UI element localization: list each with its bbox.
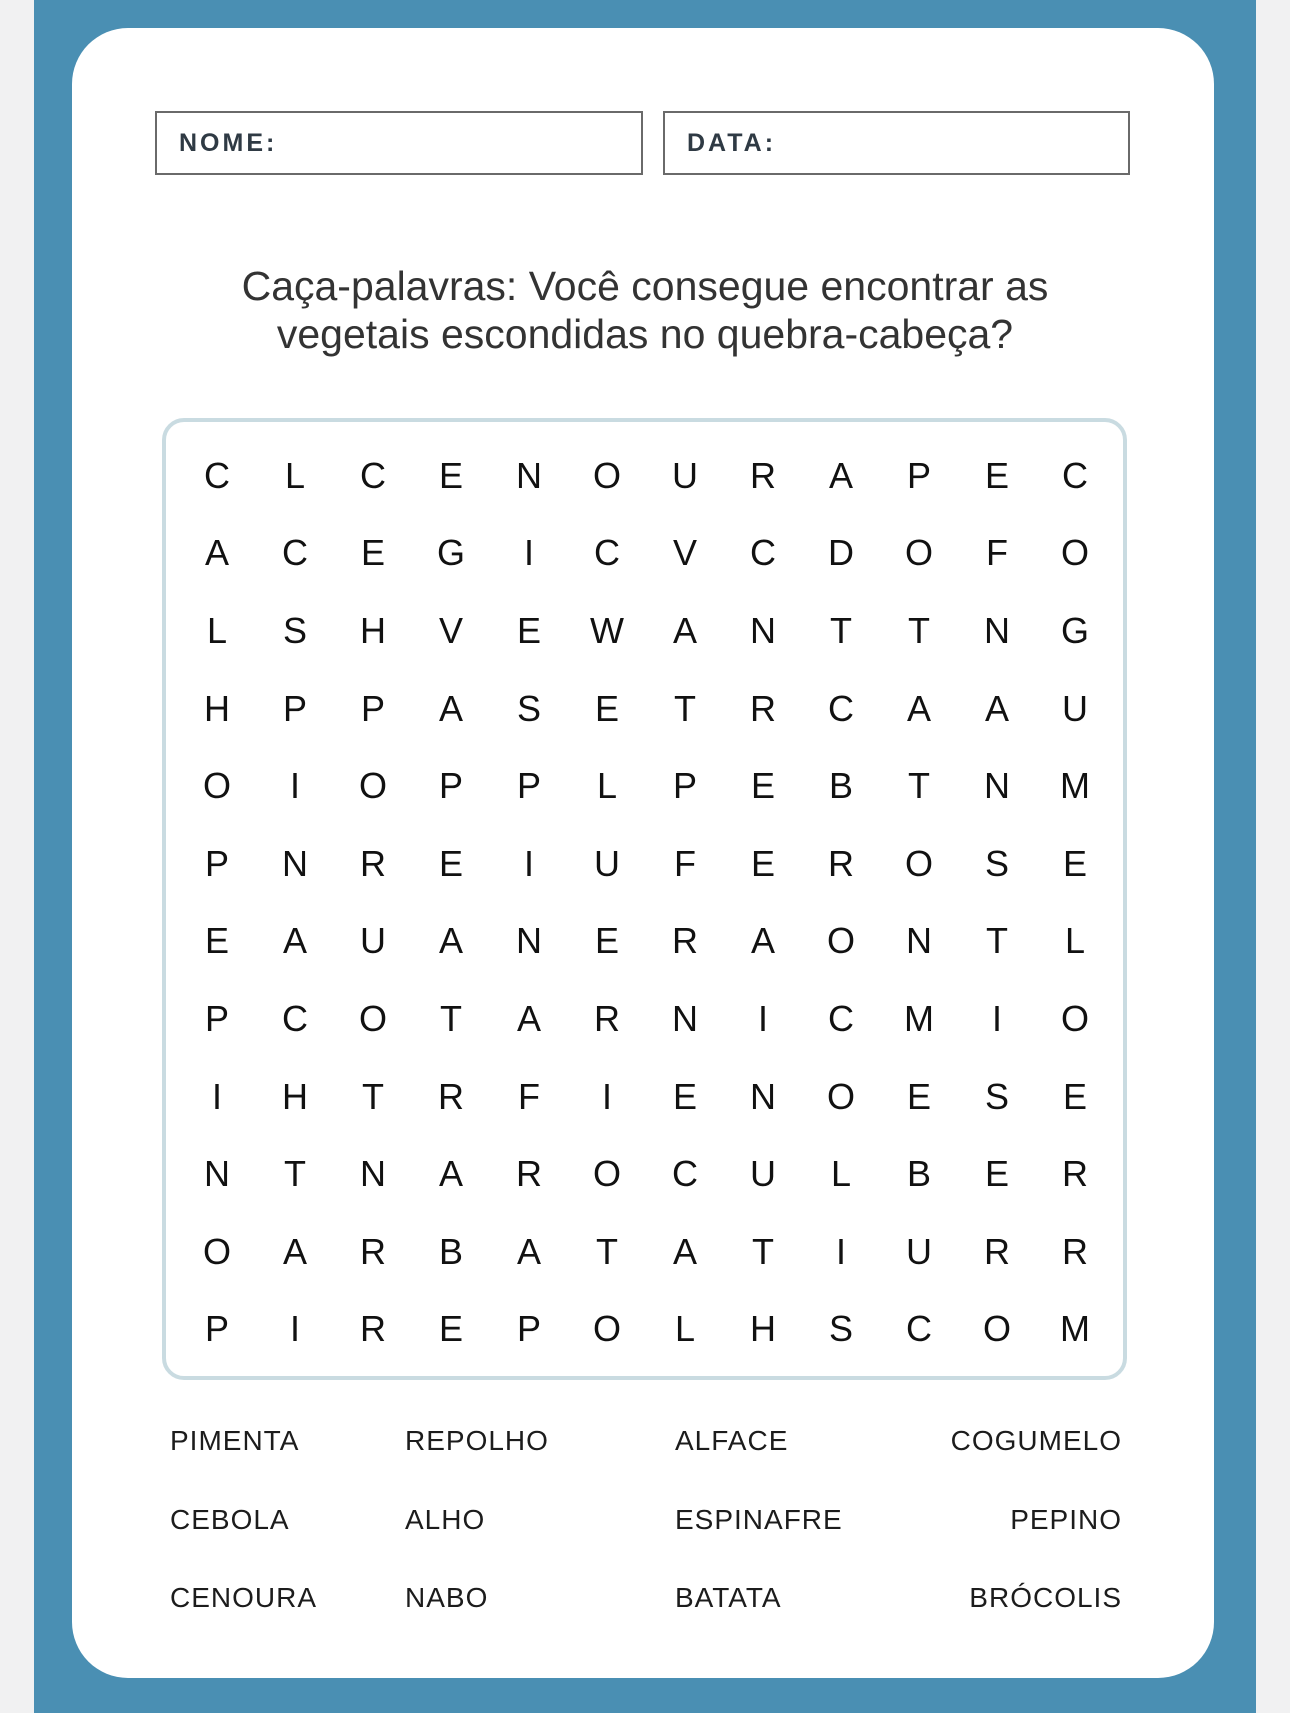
grid-letter[interactable]: N: [516, 920, 542, 962]
instructions-line-2: vegetais escondidas no quebra-cabeça?: [276, 311, 1014, 357]
grid-letter[interactable]: E: [438, 1308, 463, 1350]
grid-letter[interactable]: U: [1062, 687, 1088, 729]
grid-letter[interactable]: T: [830, 609, 852, 651]
grid-letter[interactable]: O: [1060, 532, 1089, 574]
grid-letter[interactable]: E: [672, 1075, 697, 1117]
grid-letter[interactable]: A: [750, 920, 775, 962]
grid-letter[interactable]: A: [438, 687, 463, 729]
grid-letter[interactable]: G: [436, 532, 465, 574]
grid-letter[interactable]: L: [1064, 920, 1086, 962]
grid-letter[interactable]: T: [908, 609, 930, 651]
grid-letter[interactable]: I: [601, 1075, 612, 1117]
grid-letter[interactable]: A: [672, 609, 697, 651]
grid-letter[interactable]: I: [211, 1075, 222, 1117]
grid-letter[interactable]: T: [752, 1230, 774, 1272]
name-label: NOME:: [179, 128, 278, 157]
grid-letter[interactable]: O: [904, 532, 933, 574]
grid-letter[interactable]: R: [516, 1153, 542, 1195]
grid-letter[interactable]: L: [830, 1153, 852, 1195]
grid-letter[interactable]: H: [360, 609, 386, 651]
grid-letter[interactable]: N: [984, 609, 1010, 651]
grid-letter[interactable]: T: [674, 687, 696, 729]
grid-letter[interactable]: A: [204, 532, 229, 574]
grid-letter[interactable]: B: [906, 1153, 931, 1195]
grid-letter[interactable]: C: [282, 532, 308, 574]
grid-letter[interactable]: R: [360, 1308, 386, 1350]
grid-letter[interactable]: C: [360, 454, 386, 496]
grid-letter[interactable]: N: [984, 765, 1010, 807]
grid-letter[interactable]: M: [1060, 765, 1090, 807]
grid-letter[interactable]: E: [750, 765, 775, 807]
grid-letter[interactable]: R: [672, 920, 698, 962]
grid-letter[interactable]: N: [204, 1153, 230, 1195]
grid-letter[interactable]: I: [991, 997, 1002, 1039]
word-list-item: CEBOLA: [170, 1504, 290, 1535]
grid-letter[interactable]: I: [523, 532, 534, 574]
grid-letter[interactable]: P: [360, 687, 385, 729]
grid-letter[interactable]: B: [438, 1230, 463, 1272]
grid-letter[interactable]: T: [908, 765, 930, 807]
grid-letter[interactable]: H: [282, 1075, 308, 1117]
grid-letter[interactable]: I: [835, 1230, 846, 1272]
instructions-text: [150, 262, 1140, 358]
grid-letter[interactable]: O: [826, 920, 855, 962]
grid-letter[interactable]: A: [282, 920, 307, 962]
grid-letter[interactable]: A: [906, 687, 931, 729]
grid-letter[interactable]: T: [284, 1153, 306, 1195]
grid-letter[interactable]: O: [358, 997, 387, 1039]
word-list-item: ESPINAFRE: [675, 1504, 843, 1535]
grid-letter[interactable]: R: [360, 1230, 386, 1272]
word-list-item: REPOLHO: [405, 1425, 549, 1456]
grid-letter[interactable]: O: [358, 765, 387, 807]
date-label: DATA:: [687, 128, 777, 157]
instructions-line-1: Caça-palavras: Você consegue encontrar as: [241, 263, 1049, 309]
grid-letter[interactable]: U: [594, 842, 620, 884]
grid-letter[interactable]: O: [592, 454, 621, 496]
grid-letter[interactable]: P: [204, 1308, 229, 1350]
grid-letter[interactable]: P: [204, 997, 229, 1039]
grid-letter[interactable]: C: [750, 532, 776, 574]
grid-letter[interactable]: N: [906, 920, 932, 962]
grid-letter[interactable]: C: [906, 1308, 932, 1350]
grid-letter[interactable]: E: [438, 842, 463, 884]
grid-letter[interactable]: U: [906, 1230, 932, 1272]
grid-letter[interactable]: R: [1062, 1153, 1088, 1195]
grid-letter[interactable]: R: [750, 454, 776, 496]
grid-letter[interactable]: E: [1062, 842, 1087, 884]
right-margin: [1256, 0, 1290, 1713]
grid-letter[interactable]: L: [284, 454, 306, 496]
grid-letter[interactable]: R: [1062, 1230, 1088, 1272]
grid-letter[interactable]: U: [672, 454, 698, 496]
grid-letter[interactable]: I: [289, 765, 300, 807]
grid-letter[interactable]: C: [672, 1153, 698, 1195]
grid-letter[interactable]: G: [1060, 609, 1089, 651]
word-list-item: BRÓCOLIS: [969, 1582, 1122, 1613]
grid-letter[interactable]: O: [826, 1075, 855, 1117]
grid-letter[interactable]: E: [594, 920, 619, 962]
grid-letter[interactable]: S: [282, 609, 307, 651]
grid-letter[interactable]: P: [672, 765, 697, 807]
grid-letter[interactable]: V: [438, 609, 463, 651]
grid-letter[interactable]: O: [592, 1153, 621, 1195]
grid-letter[interactable]: E: [438, 454, 463, 496]
word-list: [170, 1425, 1122, 1665]
grid-letter[interactable]: D: [828, 532, 854, 574]
grid-letter[interactable]: F: [986, 532, 1008, 574]
grid-letter[interactable]: N: [750, 1075, 776, 1117]
grid-letter[interactable]: P: [438, 765, 463, 807]
grid-letter[interactable]: R: [828, 842, 854, 884]
grid-letter[interactable]: S: [828, 1308, 853, 1350]
grid-letter[interactable]: E: [204, 920, 229, 962]
grid-letter[interactable]: E: [906, 1075, 931, 1117]
grid-letter[interactable]: N: [516, 454, 542, 496]
grid-letter[interactable]: N: [360, 1153, 386, 1195]
date-field[interactable]: [663, 111, 1130, 175]
grid-letter[interactable]: F: [518, 1075, 540, 1117]
grid-letter[interactable]: E: [984, 1153, 1009, 1195]
grid-letter[interactable]: S: [984, 1075, 1009, 1117]
grid-letter[interactable]: C: [204, 454, 230, 496]
grid-letter[interactable]: E: [360, 532, 385, 574]
word-list-item: CENOURA: [170, 1582, 318, 1613]
grid-letter[interactable]: C: [282, 997, 308, 1039]
grid-letter[interactable]: T: [440, 997, 462, 1039]
grid-letter[interactable]: O: [202, 765, 231, 807]
grid-letter[interactable]: R: [750, 687, 776, 729]
grid-letter[interactable]: O: [982, 1308, 1011, 1350]
grid-letter[interactable]: N: [750, 609, 776, 651]
grid-letter[interactable]: P: [516, 765, 541, 807]
grid-letter[interactable]: R: [360, 842, 386, 884]
grid-letter[interactable]: A: [438, 920, 463, 962]
grid-letter[interactable]: E: [594, 687, 619, 729]
grid-letter[interactable]: O: [592, 1308, 621, 1350]
word-search-grid: [178, 437, 1114, 1368]
grid-letter[interactable]: V: [672, 532, 697, 574]
grid-letter[interactable]: R: [984, 1230, 1010, 1272]
grid-letter[interactable]: P: [204, 842, 229, 884]
word-list-item: PEPINO: [1010, 1504, 1122, 1535]
grid-letter[interactable]: T: [362, 1075, 384, 1117]
grid-letter[interactable]: A: [828, 454, 853, 496]
grid-letter[interactable]: E: [516, 609, 541, 651]
word-list-item: NABO: [405, 1582, 489, 1613]
grid-letter[interactable]: I: [523, 842, 534, 884]
grid-letter[interactable]: F: [674, 842, 696, 884]
grid-letter[interactable]: O: [1060, 997, 1089, 1039]
grid-letter[interactable]: H: [750, 1308, 776, 1350]
grid-letter[interactable]: U: [750, 1153, 776, 1195]
grid-letter[interactable]: P: [906, 454, 931, 496]
grid-letter[interactable]: M: [1060, 1308, 1090, 1350]
name-field[interactable]: [155, 111, 643, 175]
grid-letter[interactable]: I: [757, 997, 768, 1039]
grid-letter[interactable]: P: [516, 1308, 541, 1350]
grid-letter[interactable]: S: [984, 842, 1009, 884]
grid-letter[interactable]: H: [204, 687, 230, 729]
word-list-item: BATATA: [675, 1582, 782, 1613]
grid-letter[interactable]: E: [984, 454, 1009, 496]
grid-letter[interactable]: N: [672, 997, 698, 1039]
grid-letter[interactable]: O: [904, 842, 933, 884]
left-margin: [0, 0, 34, 1713]
grid-letter[interactable]: A: [984, 687, 1009, 729]
grid-letter[interactable]: C: [828, 997, 854, 1039]
grid-letter[interactable]: M: [904, 997, 934, 1039]
grid-letter[interactable]: R: [438, 1075, 464, 1117]
grid-letter[interactable]: A: [516, 997, 541, 1039]
grid-letter[interactable]: B: [828, 765, 853, 807]
grid-letter[interactable]: A: [282, 1230, 307, 1272]
grid-letter[interactable]: L: [206, 609, 228, 651]
word-list-item: PIMENTA: [170, 1425, 300, 1456]
grid-letter[interactable]: L: [596, 765, 618, 807]
grid-letter[interactable]: C: [1062, 454, 1088, 496]
word-list-item: ALHO: [405, 1504, 486, 1535]
grid-letter[interactable]: A: [516, 1230, 541, 1272]
grid-letter[interactable]: L: [674, 1308, 696, 1350]
word-list-item: COGUMELO: [950, 1425, 1122, 1456]
grid-letter[interactable]: A: [438, 1153, 463, 1195]
grid-letter[interactable]: P: [282, 687, 307, 729]
grid-letter[interactable]: T: [596, 1230, 618, 1272]
grid-letter[interactable]: A: [672, 1230, 697, 1272]
grid-letter[interactable]: C: [828, 687, 854, 729]
grid-letter[interactable]: W: [590, 609, 624, 651]
grid-letter[interactable]: I: [289, 1308, 300, 1350]
word-list-item: ALFACE: [675, 1425, 789, 1456]
grid-letter[interactable]: C: [594, 532, 620, 574]
grid-letter[interactable]: S: [516, 687, 541, 729]
grid-letter[interactable]: E: [1062, 1075, 1087, 1117]
grid-letter[interactable]: O: [202, 1230, 231, 1272]
grid-letter[interactable]: R: [594, 997, 620, 1039]
grid-letter[interactable]: T: [986, 920, 1008, 962]
grid-letter[interactable]: E: [750, 842, 775, 884]
grid-letter[interactable]: U: [360, 920, 386, 962]
grid-letter[interactable]: N: [282, 842, 308, 884]
